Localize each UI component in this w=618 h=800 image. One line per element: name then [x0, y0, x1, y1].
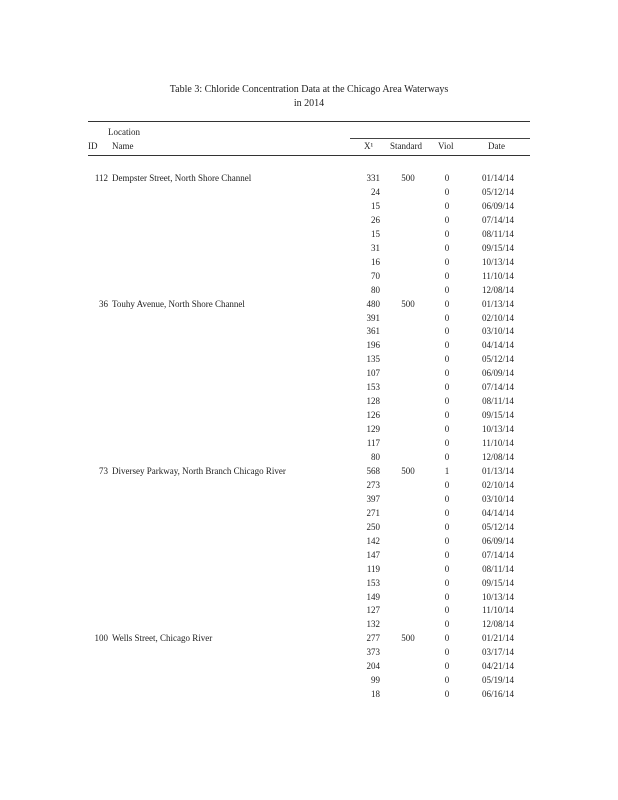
row-viol: 0	[444, 592, 450, 602]
row-viol: 0	[444, 480, 450, 490]
row-viol: 0	[444, 424, 450, 434]
row-date: 08/11/14	[482, 564, 514, 574]
row-viol: 0	[444, 619, 450, 629]
row-viol: 0	[444, 382, 450, 392]
row-date: 10/13/14	[481, 424, 514, 434]
row-date: 03/10/14	[481, 494, 514, 504]
row-viol: 0	[444, 605, 450, 615]
row-viol: 0	[444, 313, 450, 323]
row-x-value: 153	[366, 382, 380, 392]
row-x-value: 99	[371, 675, 380, 685]
row-date: 01/14/14	[481, 173, 514, 183]
row-date: 10/13/14	[481, 592, 514, 602]
header-date: Date	[488, 141, 505, 151]
row-name: Dempster Street, North Shore Channel	[112, 173, 252, 183]
row-date: 04/21/14	[481, 661, 514, 671]
row-viol: 0	[444, 647, 450, 657]
row-viol: 0	[444, 522, 450, 532]
row-name: Diversey Parkway, North Branch Chicago River	[112, 466, 286, 476]
row-viol: 1	[444, 466, 450, 476]
row-date: 04/14/14	[481, 340, 514, 350]
row-date: 12/08/14	[481, 619, 514, 629]
row-standard: 500	[401, 299, 415, 309]
header-name: Name	[112, 141, 134, 151]
row-date: 07/14/14	[481, 550, 514, 560]
row-x-value: 373	[366, 647, 380, 657]
row-viol: 0	[444, 452, 450, 462]
row-date: 12/08/14	[481, 285, 514, 295]
row-date: 05/19/14	[481, 675, 514, 685]
row-date: 02/10/14	[481, 480, 514, 490]
row-x-value: 16	[371, 257, 380, 267]
row-x-value: 24	[371, 187, 380, 197]
row-date: 11/10/14	[482, 438, 514, 448]
row-x-value: 397	[366, 494, 380, 504]
row-x-value: 129	[366, 424, 380, 434]
row-x-value: 153	[366, 578, 380, 588]
row-date: 05/12/14	[481, 522, 514, 532]
row-x-value: 128	[366, 396, 380, 406]
row-date: 03/10/14	[481, 326, 514, 336]
row-x-value: 119	[366, 564, 380, 574]
row-viol: 0	[444, 299, 450, 309]
row-viol: 0	[444, 285, 450, 295]
row-x-value: 331	[366, 173, 380, 183]
row-date: 12/08/14	[481, 452, 514, 462]
row-x-value: 568	[366, 466, 380, 476]
row-x-value: 117	[366, 438, 380, 448]
row-x-value: 196	[366, 340, 380, 350]
row-x-value: 132	[366, 619, 380, 629]
row-viol: 0	[444, 368, 450, 378]
table-title-line1: Table 3: Chloride Concentration Data at the Chicago Area Waterways	[169, 84, 449, 95]
row-x-value: 107	[366, 368, 380, 378]
row-viol: 0	[444, 354, 450, 364]
row-date: 01/13/14	[481, 299, 514, 309]
row-date: 04/14/14	[481, 508, 514, 518]
row-x-value: 15	[371, 201, 380, 211]
row-viol: 0	[444, 257, 450, 267]
row-date: 11/10/14	[482, 605, 514, 615]
row-viol: 0	[444, 201, 450, 211]
row-x-value: 250	[366, 522, 380, 532]
row-date: 06/09/14	[481, 368, 514, 378]
row-id: 36	[99, 299, 108, 309]
row-date: 01/21/14	[481, 633, 514, 643]
row-name: Touhy Avenue, North Shore Channel	[112, 299, 245, 309]
row-x-value: 18	[371, 689, 380, 699]
row-id: 73	[99, 466, 108, 476]
row-viol: 0	[444, 494, 450, 504]
row-date: 11/10/14	[482, 271, 514, 281]
header-location: Location	[108, 127, 140, 137]
row-date: 05/12/14	[481, 187, 514, 197]
row-viol: 0	[444, 229, 450, 239]
row-x-value: 147	[366, 550, 380, 560]
row-date: 07/14/14	[481, 382, 514, 392]
row-x-value: 277	[366, 633, 380, 643]
row-date: 09/15/14	[481, 243, 514, 253]
row-viol: 0	[444, 410, 450, 420]
row-x-value: 271	[366, 508, 380, 518]
row-x-value: 80	[371, 452, 380, 462]
row-date: 08/11/14	[482, 396, 514, 406]
row-viol: 0	[444, 633, 450, 643]
row-x-value: 361	[366, 326, 380, 336]
row-viol: 0	[444, 550, 450, 560]
row-date: 10/13/14	[481, 257, 514, 267]
row-x-value: 70	[371, 271, 380, 281]
table-title-line2: in 2014	[293, 98, 325, 109]
row-date: 03/17/14	[481, 647, 514, 657]
row-date: 05/12/14	[481, 354, 514, 364]
row-standard: 500	[401, 466, 415, 476]
row-x-value: 135	[366, 354, 380, 364]
row-viol: 0	[444, 689, 450, 699]
header-viol: Viol	[438, 141, 454, 151]
row-date: 07/14/14	[481, 215, 514, 225]
row-viol: 0	[444, 243, 450, 253]
header-subrule	[350, 138, 530, 139]
row-x-value: 149	[366, 592, 380, 602]
row-x-value: 204	[366, 661, 380, 671]
header-id: ID	[88, 141, 98, 151]
row-standard: 500	[401, 633, 415, 643]
row-viol: 0	[444, 564, 450, 574]
row-date: 02/10/14	[481, 313, 514, 323]
row-viol: 0	[444, 187, 450, 197]
row-viol: 0	[444, 396, 450, 406]
top-rule	[88, 121, 530, 122]
row-viol: 0	[444, 675, 450, 685]
row-id: 112	[94, 173, 108, 183]
row-id: 100	[94, 633, 108, 643]
row-viol: 0	[444, 326, 450, 336]
row-date: 01/13/14	[481, 466, 514, 476]
row-date: 06/16/14	[481, 689, 514, 699]
row-viol: 0	[444, 578, 450, 588]
row-x-value: 15	[371, 229, 380, 239]
header-bottom-rule	[88, 155, 530, 156]
row-x-value: 273	[366, 480, 380, 490]
row-x-value: 80	[371, 285, 380, 295]
row-viol: 0	[444, 438, 450, 448]
row-x-value: 31	[371, 243, 380, 253]
header-standard: Standard	[390, 141, 422, 151]
row-date: 06/09/14	[481, 536, 514, 546]
row-x-value: 26	[371, 215, 380, 225]
row-x-value: 480	[366, 299, 380, 309]
row-viol: 0	[444, 215, 450, 225]
row-x-value: 127	[366, 605, 380, 615]
row-date: 08/11/14	[482, 229, 514, 239]
row-viol: 0	[444, 173, 450, 183]
header-x: X¹	[364, 141, 374, 151]
row-date: 09/15/14	[481, 578, 514, 588]
row-name: Wells Street, Chicago River	[112, 633, 213, 643]
row-viol: 0	[444, 508, 450, 518]
row-x-value: 142	[366, 536, 380, 546]
row-x-value: 391	[366, 313, 380, 323]
row-date: 06/09/14	[481, 201, 514, 211]
row-date: 09/15/14	[481, 410, 514, 420]
row-viol: 0	[444, 340, 450, 350]
row-viol: 0	[444, 661, 450, 671]
row-viol: 0	[444, 271, 450, 281]
row-standard: 500	[401, 173, 415, 183]
row-x-value: 126	[366, 410, 380, 420]
row-viol: 0	[444, 536, 450, 546]
